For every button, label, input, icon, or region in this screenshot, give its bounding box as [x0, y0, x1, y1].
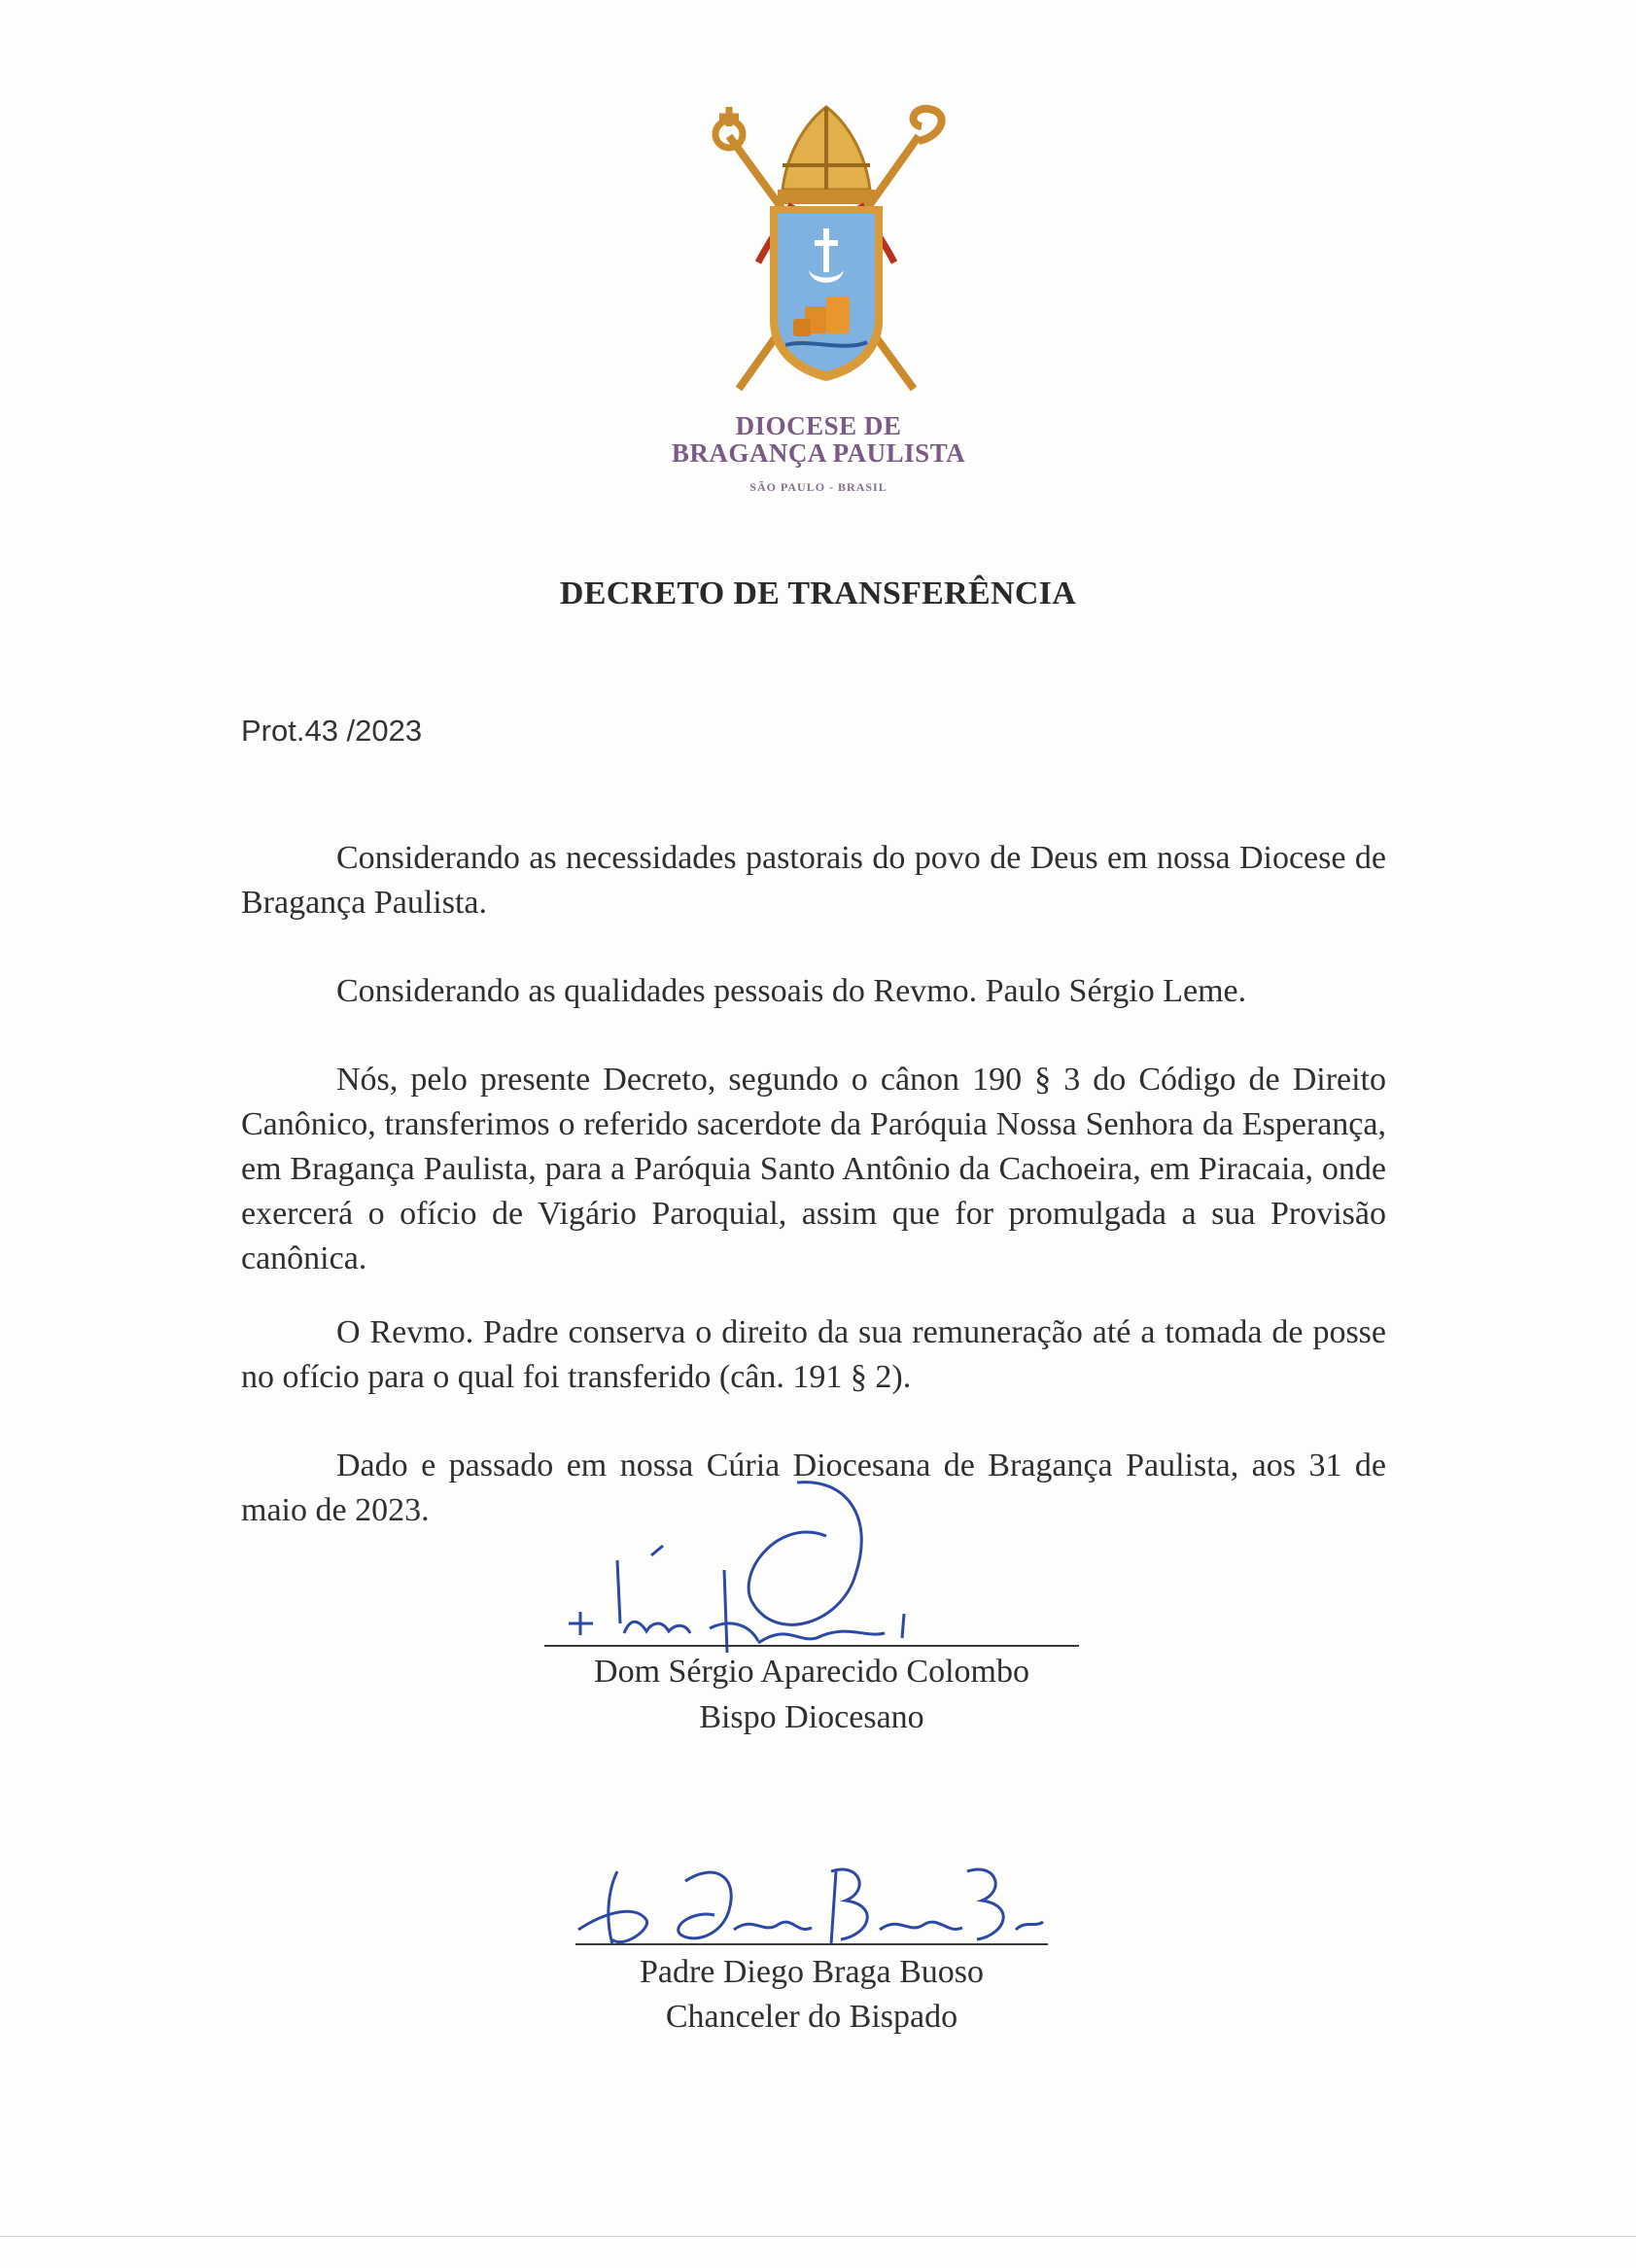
- signatory-name-bishop: Dom Sérgio Aparecido Colombo: [594, 1654, 1029, 1690]
- signatory-name-chancellor: Padre Diego Braga Buoso: [639, 1954, 985, 1990]
- paragraph-5: Dado e passado em nossa Cúria Diocesana de Bragança Paulista, aos 31 de maio de 2023.: [241, 1448, 1386, 1528]
- document-title: DECRETO DE TRANSFERÊNCIA: [559, 576, 1077, 611]
- bishop-handwritten-signature: [554, 1478, 1021, 1672]
- page-bottom-edge: [0, 2236, 1636, 2237]
- diocese-name-line1: DIOCESE DE: [735, 411, 902, 440]
- diocese-location: SÃO PAULO - BRASIL: [749, 480, 888, 494]
- signature-line-bishop: [544, 1645, 1079, 1647]
- paragraph-4: O Revmo. Padre conserva o direito da sua remuneração até a tomada de posse no ofício para o qual foi transferido (cân. 191 § 2).: [241, 1314, 1386, 1395]
- signatory-title-chancellor: Chanceler do Bispado: [665, 1999, 958, 2035]
- coat-of-arms-logo: [700, 97, 953, 408]
- shield-icon: [770, 206, 883, 381]
- signature-line-chancellor: [575, 1943, 1048, 1945]
- paragraph-3: Nós, pelo presente Decreto, segundo o cânon 190 § 3 do Código de Direito Canônico, transferimos o referido sacerdote da Paróquia Nossa Senhora da Esperança, em Bragança Paulista, para a Paróquia Santo Antônio da Cachoeira, em Piracaia, onde exercerá o ofício de Vigário Paroquial, assim que for promulgada a sua Provisão canônica.: [241, 1062, 1386, 1276]
- paragraph-1: Considerando as necessidades pastorais do povo de Deus em nossa Diocese de Bragança Paulista.: [241, 840, 1386, 921]
- signatory-title-bishop: Bispo Diocesano: [699, 1699, 924, 1735]
- paragraph-2: Considerando as qualidades pessoais do Revmo. Paulo Sérgio Leme.: [336, 973, 1247, 1009]
- diocese-name-line2: BRAGANÇA PAULISTA: [671, 438, 966, 468]
- protocol-number: Prot.43 /2023: [241, 714, 423, 748]
